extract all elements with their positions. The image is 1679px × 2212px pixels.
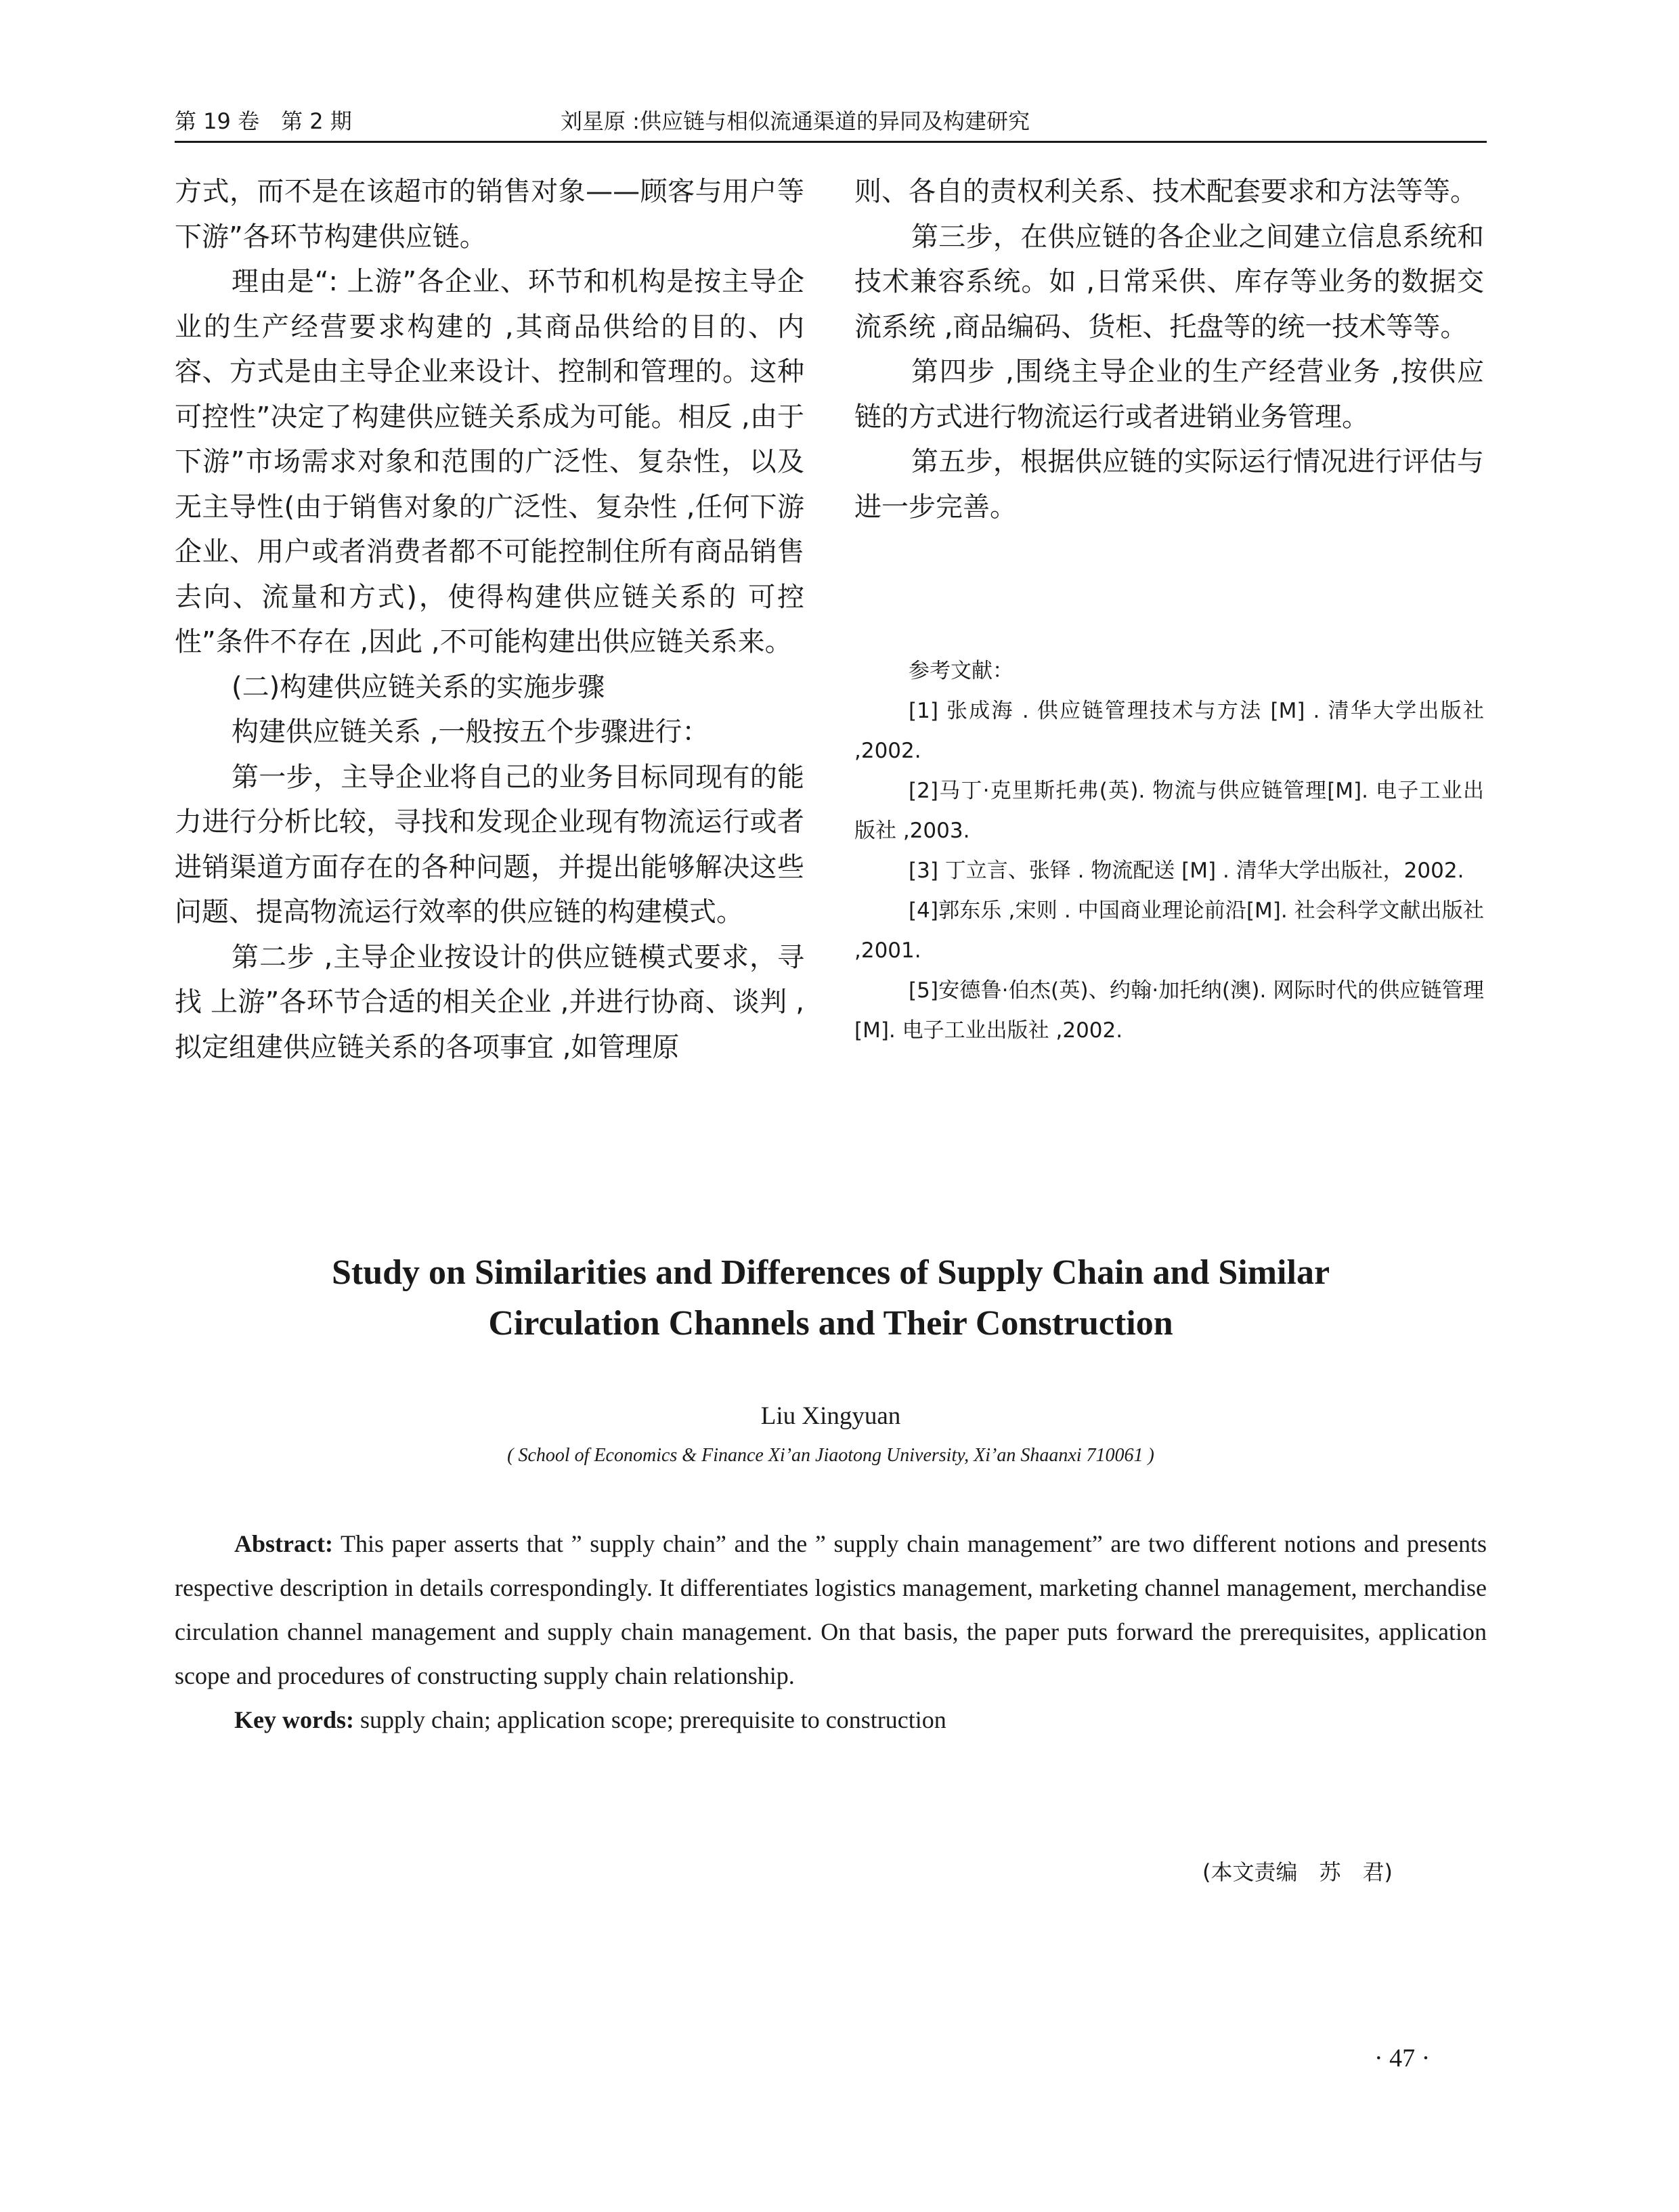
abstract-text: This paper asserts that ” supply chain” and the ” supply chain management” are two different notions and presents respective description in details correspondingly. It differentiates logistics management, marketing channel management, merchandise circulation channel management and supply chain management. On that basis, the paper puts forward the prerequisites, application scope and procedures of constructing supply chain relationship. — [175, 1530, 1487, 1689]
reference-item: [4]郭东乐 ,宋则 . 中国商业理论前沿[M]. 社会科学文献出版社 ,2001. — [854, 898, 1484, 963]
english-title-line: Study on Similarities and Differences of Supply Chain and Similar — [331, 1253, 1330, 1292]
english-title — [175, 1247, 1487, 1349]
paragraph: 第五步，根据供应链的实际运行情况进行评估与进一步完善。 — [854, 446, 1484, 523]
paragraph: 则、各自的责权利关系、技术配套要求和方法等等。 — [854, 176, 1477, 207]
english-title-line: Circulation Channels and Their Construction — [488, 1304, 1173, 1343]
english-author: Liu Xingyuan — [760, 1402, 901, 1430]
paragraph: 第二步 ,主导企业按设计的供应链模式要求，寻找 上游”各环节合适的相关企业 ,并进行协商、谈判 ,拟定组建供应链关系的各项事宜 ,如管理原 — [175, 941, 804, 1063]
references — [854, 651, 1484, 1051]
paragraph: 构建供应链关系 ,一般按五个步骤进行： — [232, 716, 710, 747]
page-number: · 47 · — [1374, 2044, 1431, 2073]
english-abstract — [175, 1522, 1487, 1742]
english-affiliation: ( School of Economics & Finance Xi’an Jiaotong University, Xi’an Shaanxi 710061 ) — [507, 1445, 1154, 1466]
keywords-paragraph — [175, 1698, 1487, 1742]
paragraph: 第一步，主导企业将自己的业务目标同现有的能力进行分析比较，寻找和发现企业现有物流运行或者进销渠道方面存在的各种问题，并提出能够解决这些问题、提高物流运行效率的供应链的构建模式。 — [175, 761, 804, 928]
reference-item: [2]马丁·克里斯托弗(英). 物流与供应链管理[M]. 电子工业出版社 ,2003. — [854, 779, 1484, 843]
running-header — [175, 99, 1487, 143]
references-heading: 参考文献： — [909, 659, 1013, 683]
reference-item: [5]安德鲁·伯杰(英)、约翰·加托纳(澳). 网际时代的供应链管理[M]. 电子工业出版社 ,2002. — [854, 978, 1484, 1043]
section-heading: (二)构建供应链关系的实施步骤 — [232, 671, 605, 703]
running-title: 刘星原 :供应链与相似流通渠道的异同及构建研究 — [561, 108, 1030, 134]
volume-issue: 第 19 卷 第 2 期 — [175, 108, 352, 134]
abstract-paragraph — [175, 1522, 1487, 1698]
paragraph: 第三步，在供应链的各企业之间建立信息系统和技术兼容系统。如 ,日常采供、库存等业务的数据交流系统 ,商品编码、货柜、托盘等的统一技术等等。 — [854, 221, 1484, 343]
keywords-label: Key words: — [234, 1706, 354, 1733]
editor-note: (本文责编 苏 君) — [1202, 1859, 1393, 1885]
reference-item: [1] 张成海 . 供应链管理技术与方法 [M] . 清华大学出版社 ,2002. — [854, 699, 1484, 763]
right-column — [854, 169, 1484, 529]
abstract-label: Abstract: — [234, 1530, 333, 1557]
left-column — [175, 169, 804, 1070]
paragraph: 方式，而不是在该超市的销售对象——顾客与用户等 下游”各环节构建供应链。 — [175, 176, 804, 253]
paragraph: 理由是“: 上游”各企业、环节和机构是按主导企业的生产经营要求构建的 ,其商品供给的目的、内容、方式是由主导企业来设计、控制和管理的。这种 可控性”决定了构建供应链关系成为可能。相反 ,由于 下游”市场需求对象和范围的广泛性、复杂性，以及无主导性(由于销售对象的广泛性、复杂性 ,任何下游企业、用户或者消费者都不可能控制住所有商品销售去向、流量和方式)，使得构建供应链关系的 可控性”条件不存在 ,因此 ,不可能构建出供应链关系来。 — [175, 266, 804, 657]
paragraph: 第四步 ,围绕主导企业的生产经营业务 ,按供应链的方式进行物流运行或者进销业务管理。 — [854, 356, 1484, 433]
reference-item: [3] 丁立言、张铎 . 物流配送 [M] . 清华大学出版社，2002. — [909, 859, 1464, 883]
keywords-text: supply chain; application scope; prerequisite to construction — [353, 1706, 946, 1733]
